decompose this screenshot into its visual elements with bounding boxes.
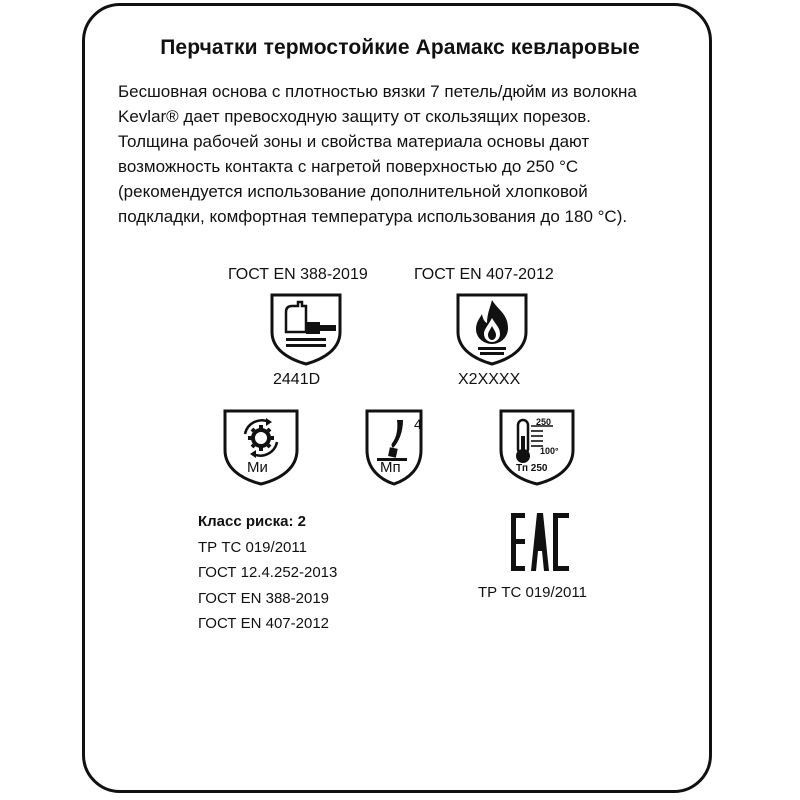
en407-standard-label: ГОСТ EN 407-2012 [414, 266, 554, 283]
en407-code: X2XXXX [458, 371, 521, 388]
knife-cut-icon [363, 408, 443, 486]
eac-norm: ТР ТС 019/2011 [478, 584, 587, 601]
risk-norm-3: ГОСТ EN 388-2019 [198, 589, 330, 607]
mechanical-risk-hammer-glove-icon [268, 292, 344, 366]
vibration-label: Ми [247, 459, 268, 476]
flame-heat-icon [454, 292, 530, 366]
risk-norm-4: ГОСТ EN 407-2012 [198, 615, 330, 632]
temp-bottom-value: Тп 250 [516, 463, 548, 474]
eac-mark-icon [509, 511, 571, 573]
risk-norm-1: ТР ТС 019/2011 [198, 538, 307, 556]
temp-top-value: 250 [536, 417, 552, 427]
cut-level: 4 [414, 416, 422, 432]
temp-middle-value: 100° [540, 446, 559, 456]
page-title: Перчатки термостойкие Арамакс кевларовые [160, 36, 640, 59]
risk-class-list [198, 509, 337, 637]
en388-standard-label: ГОСТ EN 388-2019 [228, 266, 368, 283]
en388-code: 2441D [273, 371, 321, 388]
product-description: Бесшовная основа с плотностью вязки 7 петель/дюйм из волокна Kevlar® дает превосходную защиту от скользящих порезов. Толщина рабочей зоны и свойства материала основы дают возможность контакта с нагретой поверхностью до 250 °С (рекомендуется использование дополнительной хлопковой подкладки, комфортная температура использования до 180 °С). [118, 82, 637, 226]
cut-label: Мп [380, 459, 401, 476]
risk-class-heading: Класс риска: 2 [198, 513, 306, 530]
risk-norm-2: ГОСТ 12.4.252-2013 [198, 564, 338, 581]
